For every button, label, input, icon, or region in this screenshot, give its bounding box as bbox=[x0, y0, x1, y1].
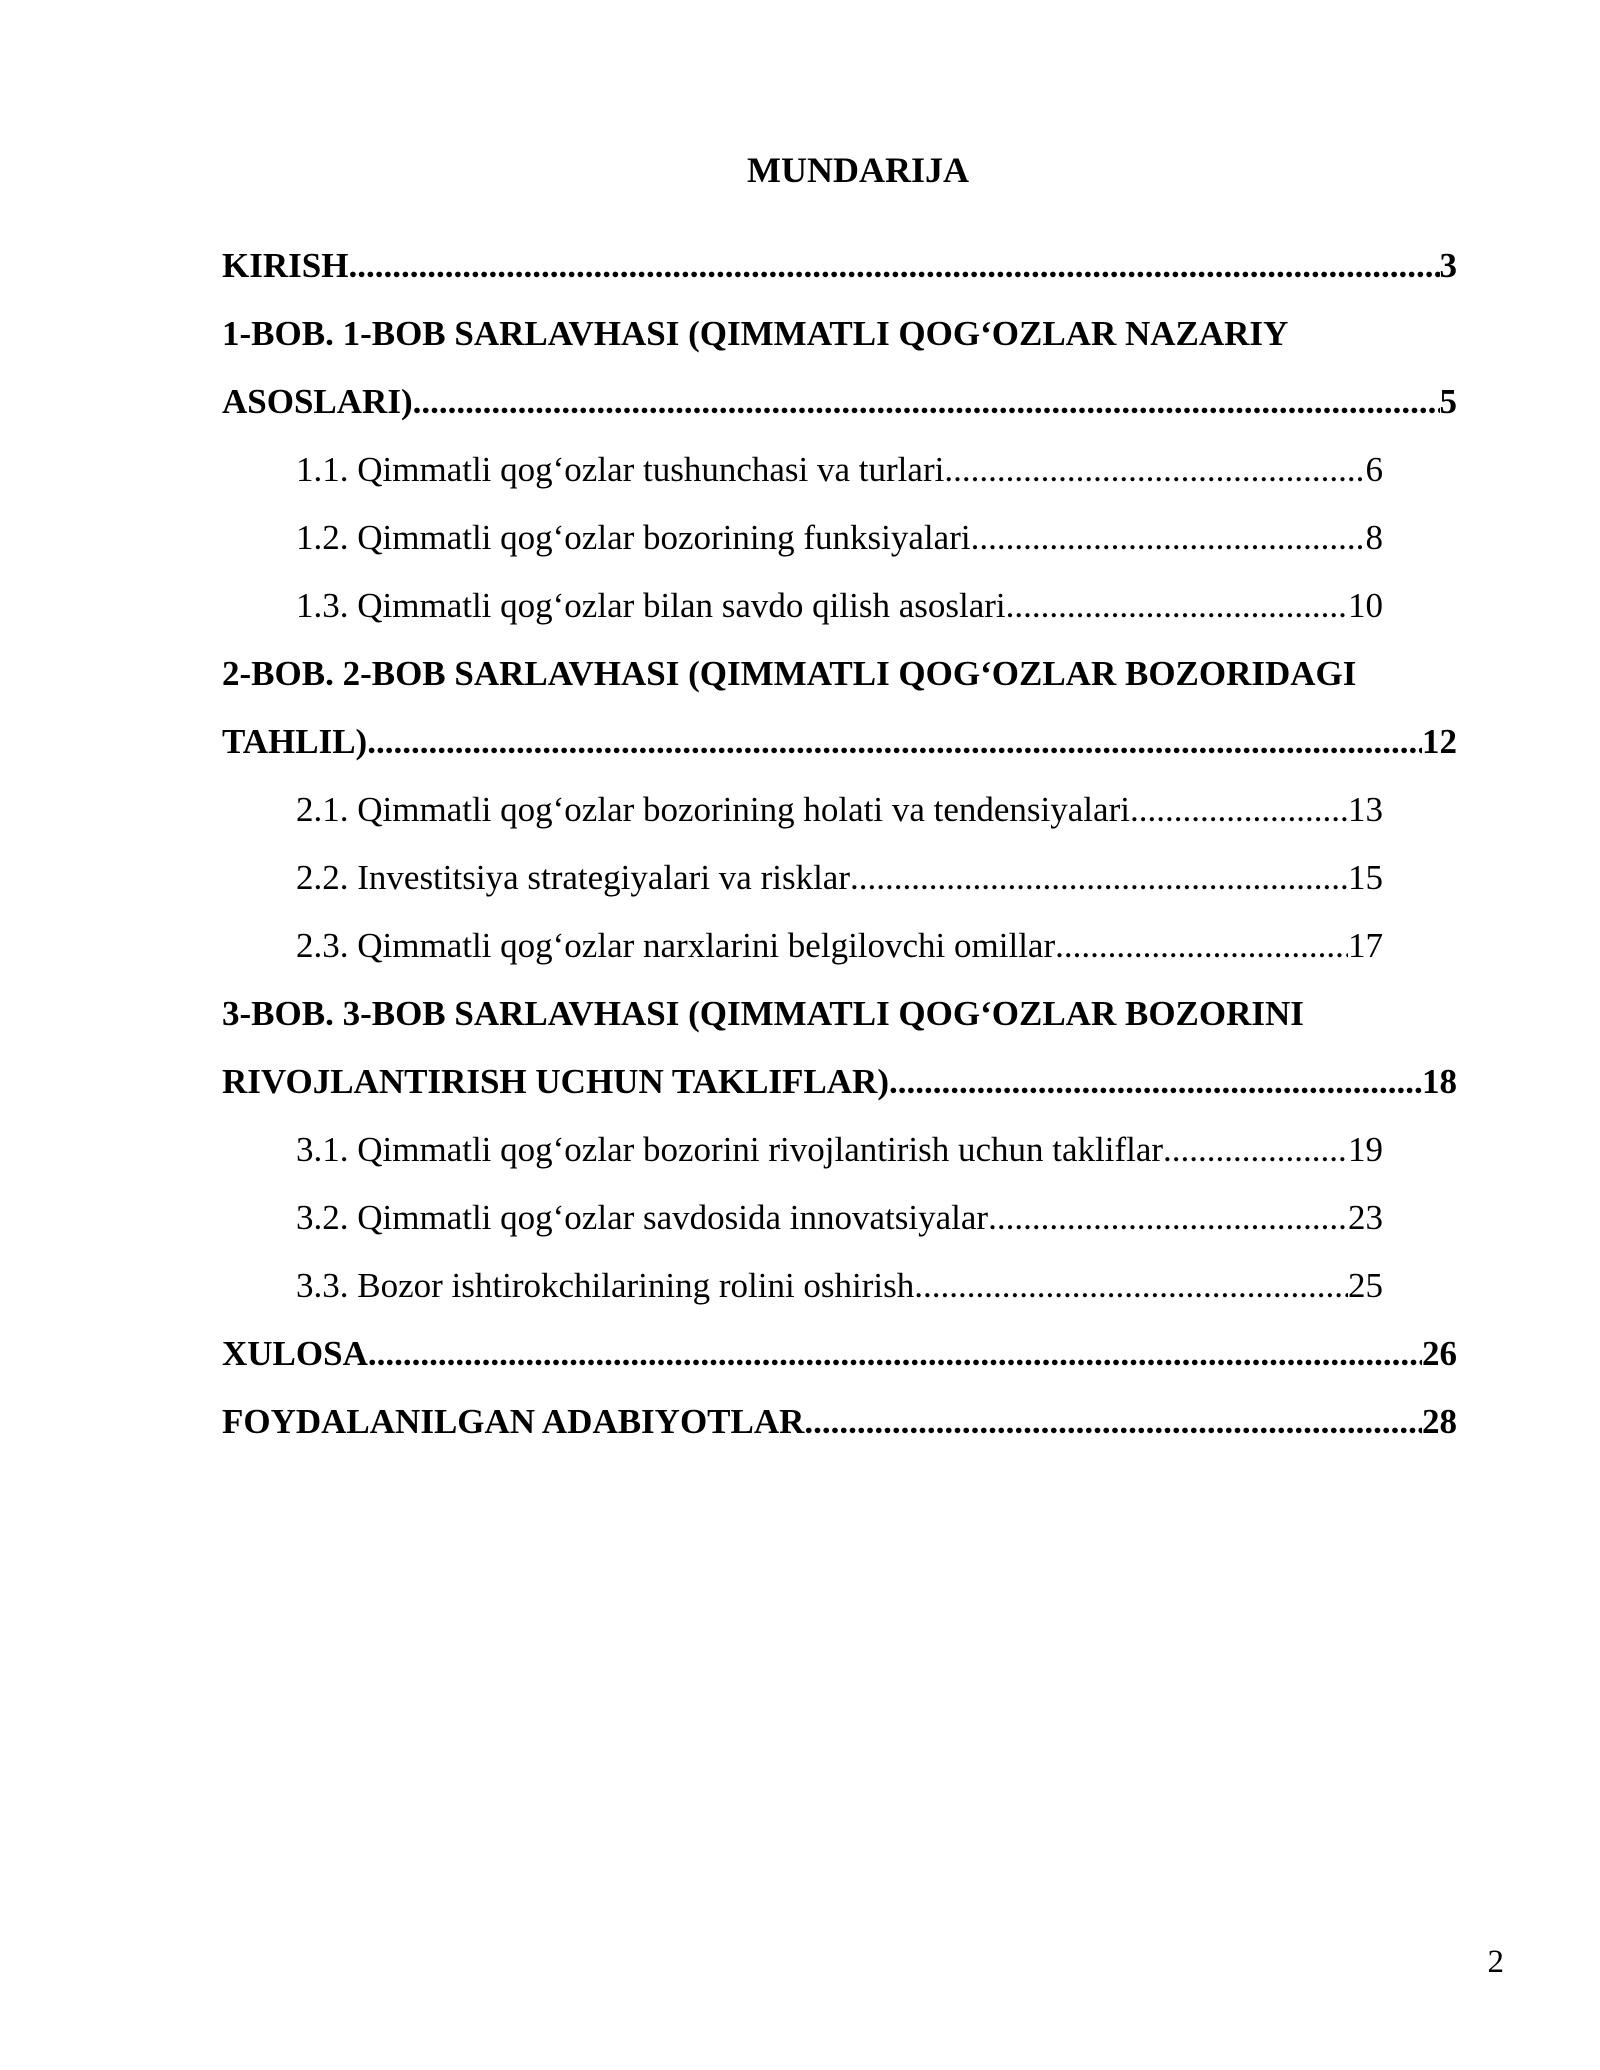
toc-chapter-title-line2 bbox=[222, 708, 1457, 776]
toc-entry-label: 3.2. Qimmatli qog‘ozlar savdosida innovatsiyalar bbox=[296, 1198, 989, 1237]
toc-entry-section-1-1[interactable] bbox=[296, 436, 1383, 504]
toc-entry-section-3-3[interactable] bbox=[296, 1252, 1383, 1320]
toc-chapter-title-line2 bbox=[222, 1048, 1457, 1116]
toc-leader-dots bbox=[944, 436, 1365, 504]
toc-page-number: 15 bbox=[1348, 858, 1383, 897]
toc-entry-chapter-3[interactable] bbox=[222, 980, 1457, 1116]
toc-leader-dots bbox=[804, 1388, 1422, 1456]
toc-page-number: 23 bbox=[1348, 1198, 1383, 1237]
toc-leader-dots bbox=[850, 844, 1348, 912]
toc-page-number: 10 bbox=[1348, 586, 1383, 625]
toc-page-number: 6 bbox=[1365, 450, 1383, 489]
toc-entry-adabiyotlar[interactable] bbox=[222, 1388, 1457, 1456]
toc-entry-label: 2.2. Investitsiya strategiyalari va risklar bbox=[296, 858, 851, 897]
toc-leader-dots bbox=[971, 504, 1366, 572]
toc-entry-section-2-2[interactable] bbox=[296, 844, 1383, 912]
toc-page-number: 25 bbox=[1348, 1266, 1383, 1305]
toc-entry-label: RIVOJLANTIRISH UCHUN TAKLIFLAR) bbox=[222, 1062, 889, 1101]
toc-leader-dots bbox=[1163, 1116, 1348, 1184]
toc-page-number: 5 bbox=[1439, 382, 1457, 421]
toc-page-number: 8 bbox=[1365, 518, 1383, 557]
toc-chapter-title-line1: 1-BOB. 1-BOB SARLAVHASI (QIMMATLI QOG‘OZLAR NAZARIY bbox=[222, 314, 1289, 353]
toc-leader-dots bbox=[1006, 572, 1348, 640]
toc-leader-dots bbox=[348, 232, 1439, 300]
toc-entry-kirish[interactable] bbox=[222, 232, 1457, 300]
toc-entry-label: KIRISH bbox=[222, 246, 349, 285]
toc-entry-label: 2.3. Qimmatli qog‘ozlar narxlarini belgilovchi omillar bbox=[296, 926, 1056, 965]
toc-entry-label: FOYDALANILGAN ADABIYOTLAR bbox=[222, 1402, 805, 1441]
toc-entry-label: 1.2. Qimmatli qog‘ozlar bozorining funksiyalari bbox=[296, 518, 971, 557]
toc-chapter-title-line1: 2-BOB. 2-BOB SARLAVHASI (QIMMATLI QOG‘OZLAR BOZORIDAGI bbox=[222, 654, 1357, 693]
toc-entry-label: ASOSLARI) bbox=[222, 382, 413, 421]
toc-entry-label: 2.1. Qimmatli qog‘ozlar bozorining holati va tendensiyalari bbox=[296, 790, 1130, 829]
toc-entry-section-1-3[interactable] bbox=[296, 572, 1383, 640]
toc-page-number: 3 bbox=[1439, 246, 1457, 285]
toc-page-number: 19 bbox=[1348, 1130, 1383, 1169]
toc-entry-label: 1.1. Qimmatli qog‘ozlar tushunchasi va turlari bbox=[296, 450, 945, 489]
toc-entry-section-2-3[interactable] bbox=[296, 912, 1383, 980]
toc-page-number: 26 bbox=[1422, 1334, 1457, 1373]
toc-entry-label: 3.1. Qimmatli qog‘ozlar bozorini rivojlantirish uchun takliflar bbox=[296, 1130, 1164, 1169]
toc-chapter-title-line2 bbox=[222, 368, 1457, 436]
toc-entry-section-3-1[interactable] bbox=[296, 1116, 1383, 1184]
toc-leader-dots bbox=[988, 1184, 1348, 1252]
toc-entry-xulosa[interactable] bbox=[222, 1320, 1457, 1388]
toc-page-number: 18 bbox=[1422, 1062, 1457, 1101]
page-number: 2 bbox=[1487, 1944, 1504, 1980]
toc-entry-chapter-1[interactable] bbox=[222, 300, 1457, 436]
toc-entry-label: TAHLIL) bbox=[222, 722, 368, 761]
toc-entry-section-3-2[interactable] bbox=[296, 1184, 1383, 1252]
toc-chapter-title-line1: 3-BOB. 3-BOB SARLAVHASI (QIMMATLI QOG‘OZLAR BOZORINI bbox=[222, 994, 1304, 1033]
toc-entry-section-1-2[interactable] bbox=[296, 504, 1383, 572]
toc-leader-dots bbox=[413, 368, 1440, 436]
toc-leader-dots bbox=[1130, 776, 1348, 844]
toc-page-number: 12 bbox=[1422, 722, 1457, 761]
toc-entry-label: XULOSA bbox=[222, 1334, 368, 1373]
table-of-contents bbox=[222, 232, 1457, 1456]
toc-entry-label: 1.3. Qimmatli qog‘ozlar bilan savdo qilish asoslari bbox=[296, 586, 1006, 625]
toc-leader-dots bbox=[1055, 912, 1348, 980]
toc-page-number: 28 bbox=[1422, 1402, 1457, 1441]
toc-entry-section-2-1[interactable] bbox=[296, 776, 1383, 844]
toc-leader-dots bbox=[889, 1048, 1422, 1116]
toc-page-number: 13 bbox=[1348, 790, 1383, 829]
toc-leader-dots bbox=[914, 1252, 1348, 1320]
toc-leader-dots bbox=[368, 1320, 1422, 1388]
toc-leader-dots bbox=[367, 708, 1422, 776]
page-title: MUNDARIJA bbox=[747, 150, 969, 190]
toc-entry-chapter-2[interactable] bbox=[222, 640, 1457, 776]
toc-entry-label: 3.3. Bozor ishtirokchilarining rolini oshirish bbox=[296, 1266, 915, 1305]
toc-page-number: 17 bbox=[1348, 926, 1383, 965]
